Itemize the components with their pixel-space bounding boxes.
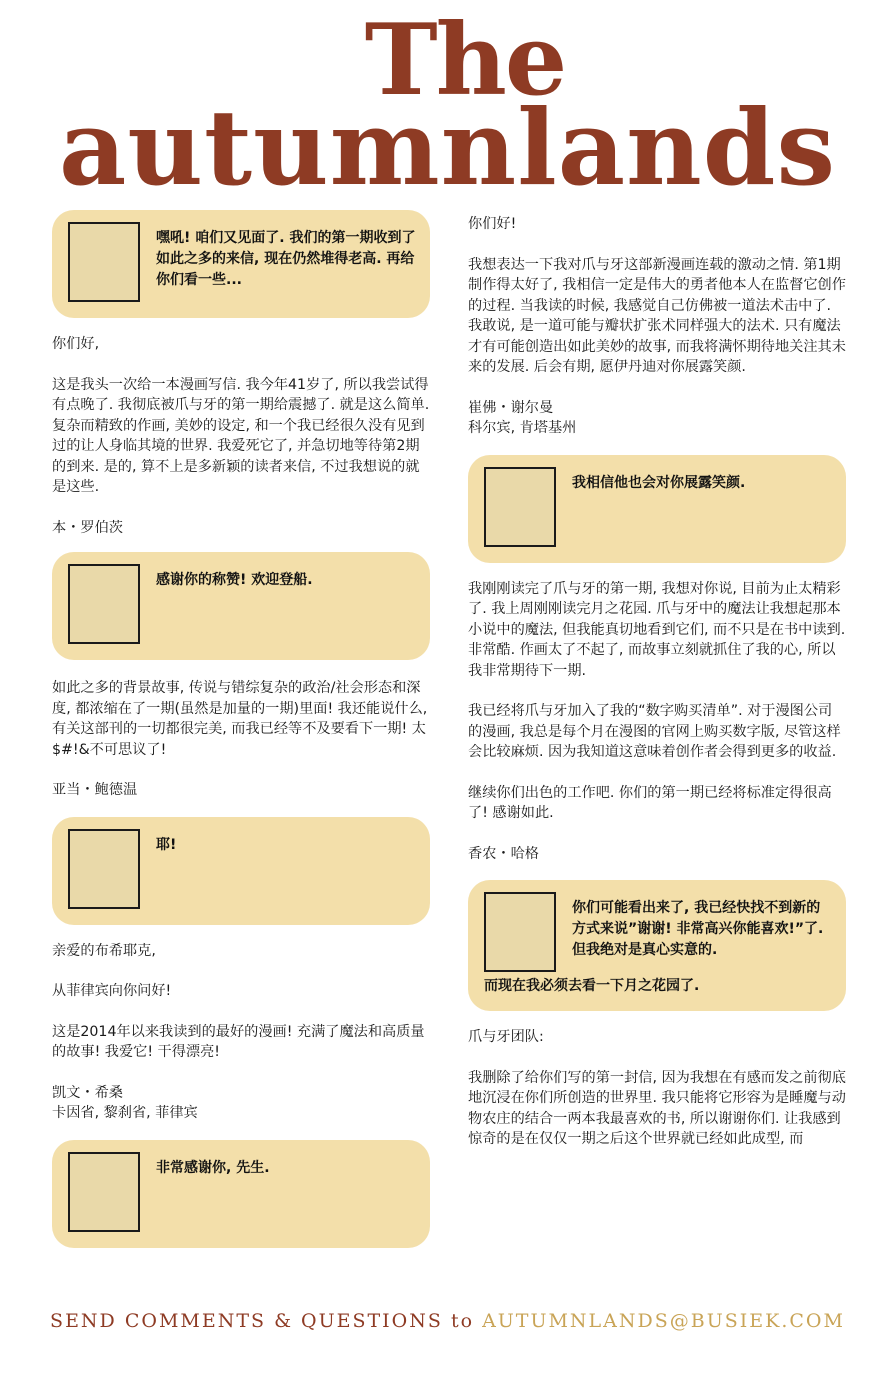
logo-the: The [364,3,566,118]
editor-reply-text: 你们可能看出来了, 我已经快找不到新的方式来说”谢谢! 非常高兴你能喜欢!”了. 但我绝对是真心实意的. [572,900,824,958]
letter-body: 我删除了给你们写的第一封信, 因为我想在有感而发之前彻底地沉浸在你们所创造的世界里. 我只能将它形容为是睡魔与动物农庄的结合一两本我最喜欢的书, 所以谢谢你们. 让我感到惊奇的是在仅仅一期之后这个世界就已经如此成型, 而 [468,1069,846,1147]
footer-prefix: SEND COMMENTS & QUESTIONS to [50,1310,483,1332]
logo-autumnlands: autumnlands [58,86,837,209]
editor-reply-bubble [468,880,846,1011]
bear-avatar-icon [484,467,556,547]
letter-greeting: 爪与牙团队: [468,1029,544,1045]
editor-reply-bubble [468,455,846,563]
letter-body: 这是2014年以来我读到的最好的漫画! 充满了魔法和高质量的故事! 我爱它! 干得漂亮! [52,1023,425,1060]
bear-avatar-icon [68,1152,140,1232]
letter-signature: 本・罗伯茨 [52,519,123,536]
editor-reply-text: 我相信他也会对你展露笑颜. [572,474,746,491]
letter-body: 这是我头一次给一本漫画写信. 我今年41岁了, 所以我尝试得有点晚了. 我彻底被爪与牙的第一期给震撼了. 就是这么简单. 复杂而精致的作画, 美妙的设定, 和一个我已经很久没有见到过的让人身临其境的世界. 我爱死它了, 并急切地等待第2期的到来. 是的, 算不上是多新颖的读者来信, 不过我想说的就是这些. [52,376,430,495]
letter-body: 我已经将爪与牙加入了我的“数字购买清单”. 对于漫图公司的漫画, 我总是每个月在漫图的官网上购买数字版, 尽管这样会比较麻烦. 因为我知道这意味着创作者会得到更多的收益. [468,703,841,760]
bear-avatar-icon [68,564,140,644]
bear-avatar-icon [68,222,140,302]
editor-reply-bubble [52,552,430,660]
editor-reply-text: 嘿吼! 咱们又见面了. 我们的第一期收到了如此之多的来信, 现在仍然堆得老高. 再给你们看一些... [156,230,416,288]
letter-body: 我刚刚读完了爪与牙的第一期, 我想对你说, 目前为止太精彩了. 我上周刚刚读完月之花园. 爪与牙中的魔法让我想起那本小说中的魔法, 但我能真切地看到它们, 而不只是在书中读到. 非常酷. 作画太了不起了, 而故事立刻就抓住了我的心, 所以我非常期待下一期. [468,580,846,679]
left-column [52,210,430,1248]
footer-contact [0,1310,895,1332]
letter-body: 继续你们出色的工作吧. 你们的第一期已经将标准定得很高了! 感谢如此. [468,784,832,821]
right-column [468,210,846,1150]
editor-reply-bubble [52,210,430,318]
letter-signature: 凯文・希桑 卡因省, 黎刹省, 菲律宾 [52,1084,198,1121]
editor-reply-text: 而现在我必须去看一下月之花园了. [484,978,700,994]
letter-greeting: 亲爱的布希耶克, [52,942,156,959]
bear-avatar-icon [484,892,556,972]
bear-avatar-icon [68,829,140,909]
letter-body: 从菲律宾向你问好! [52,983,172,999]
editor-reply-text: 耶! [156,836,177,853]
letter-greeting: 你们好, [52,336,100,352]
editor-reply-text: 非常感谢你, 先生. [156,1159,270,1176]
editor-reply-bubble [52,817,430,925]
letter-signature: 香农・哈格 [468,845,539,862]
footer-email[interactable]: AUTUMNLANDS@BUSIEK.COM [482,1310,845,1332]
letter-body: 我想表达一下我对爪与牙这部新漫画连载的激动之情. 第1期制作得太好了, 我相信一定是伟大的勇者他本人在监督它创作的过程. 当我读的时候, 我感觉自己仿佛被一道法术击中了. 我敢说, 是一道可能与瓣状扩张术同样强大的法术. 只有魔法才有可能创造出如此美妙的故事, 而我将满怀期待地关注其未来的发展. 后会有期, 愿伊丹迪对你展露笑颜. [468,256,846,375]
logo [0,0,895,209]
letter-signature: 崔佛・谢尔曼 科尔宾, 肯塔基州 [468,399,577,436]
editor-reply-text: 感谢你的称赞! 欢迎登船. [156,572,313,588]
letter-body: 如此之多的背景故事, 传说与错综复杂的政治/社会形态和深度, 都浓缩在了一期(虽然是加量的一期)里面! 我还能说什么, 有关这部刊的一切都很完美, 而我已经等不及要看下一期! 太$#!&不可思议了! [52,680,428,758]
letter-signature: 亚当・鲍德温 [52,782,138,798]
editor-reply-bubble [52,1140,430,1248]
letter-greeting: 你们好! [468,216,517,232]
